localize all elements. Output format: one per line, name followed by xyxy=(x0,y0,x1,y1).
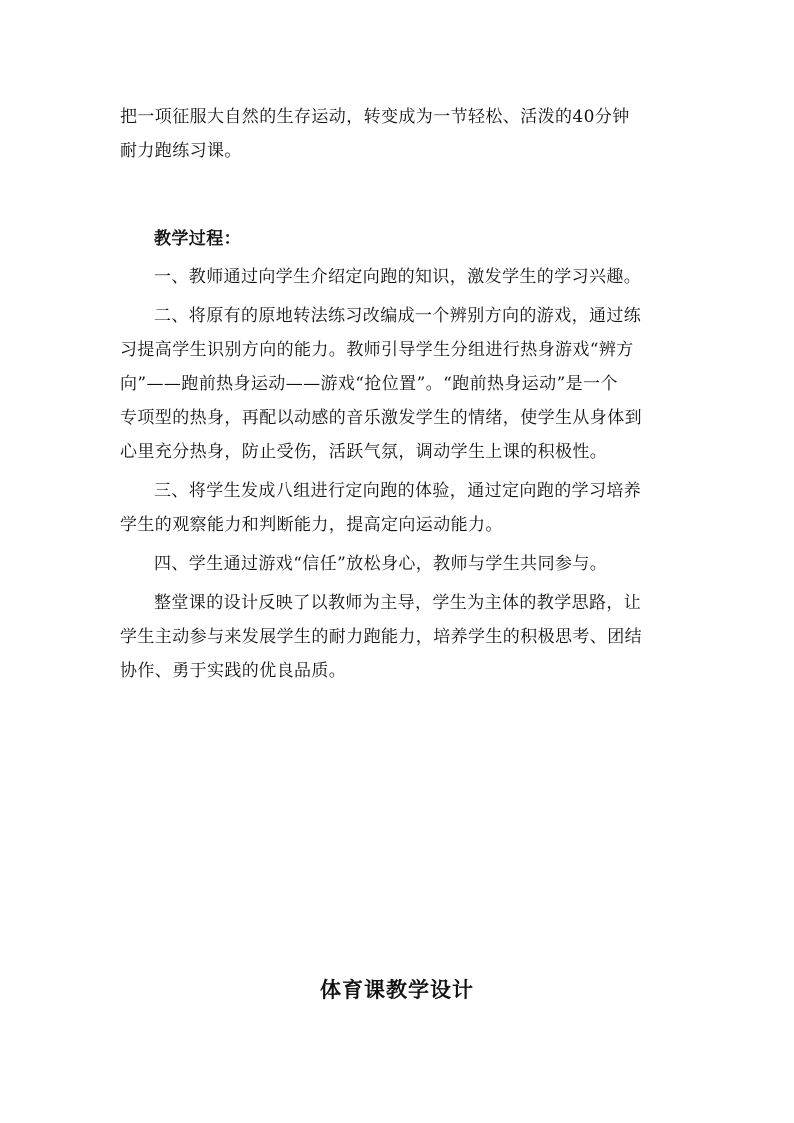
process-paragraph-1 xyxy=(120,260,676,294)
paragraph-line: 心里充分热身，防止受伤，活跃气氛，调动学生上课的积极性。 xyxy=(120,442,608,462)
paragraph-line: 学生主动参与来发展学生的耐力跑能力，培养学生的积极思考、团结 xyxy=(120,627,642,647)
paragraph-line: 三、将学生发成八组进行定向跑的体验，通过定向跑的学习培养 xyxy=(154,481,642,501)
paragraph-line: 一、教师通过向学生介绍定向跑的知识，激发学生的学习兴趣。 xyxy=(154,267,642,287)
paragraph-line: 二、将原有的原地转法练习改编成一个辨别方向的游戏，通过练 xyxy=(154,306,642,326)
summary-paragraph xyxy=(120,586,676,688)
process-paragraph-2 xyxy=(120,299,676,469)
document-title: 体育课教学设计 xyxy=(320,978,474,1002)
paragraph-line: 整堂课的设计反映了以教师为主导，学生为主体的教学思路，让 xyxy=(154,593,642,613)
intro-line-1: 把一项征服大自然的生存运动，转变成为一节轻松、活泼的40分钟 xyxy=(120,107,630,127)
process-paragraph-4 xyxy=(120,547,676,581)
section-heading: 教学过程： xyxy=(154,229,241,249)
intro-line-2: 耐力跑练习课。 xyxy=(120,141,242,161)
paragraph-line: 习提高学生识别方向的能力。教师引导学生分组进行热身游戏“辨方 xyxy=(120,340,634,360)
paragraph-line: 学生的观察能力和判断能力，提高定向运动能力。 xyxy=(120,515,503,535)
teaching-process-section xyxy=(120,222,676,688)
paragraph-line: 四、学生通过游戏“信任”放松身心，教师与学生共同参与。 xyxy=(154,554,608,574)
paragraph-line: 专项型的热身，再配以动感的音乐激发学生的情绪，使学生从身体到 xyxy=(120,408,642,428)
paragraph-line: 协作、勇于实践的优良品质。 xyxy=(120,661,347,681)
intro-paragraph xyxy=(120,100,676,168)
paragraph-line: 向”——跑前热身运动——游戏“抢位置”。“跑前热身运动”是一个 xyxy=(120,374,618,394)
process-paragraph-3 xyxy=(120,474,676,542)
